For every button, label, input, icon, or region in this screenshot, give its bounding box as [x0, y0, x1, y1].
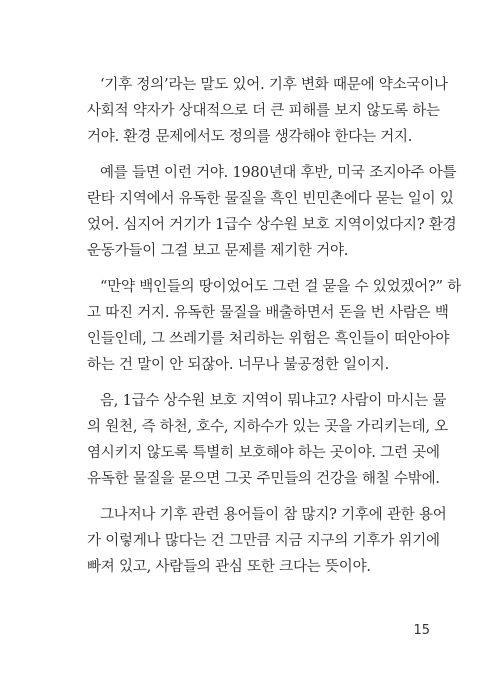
text-line: “만약 백인들의 땅이었어도 그런 걸 묻을 수 있었겠어?” 하	[100, 279, 462, 295]
text-line: 사회적 약자가 상대적으로 더 큰 피해를 보지 않도록 하는	[87, 103, 440, 119]
text-line: 고 따진 거지. 유독한 물질을 배출하면서 돈을 번 사람은 백	[87, 305, 449, 321]
text-line: 빠져 있고, 사람들의 관심 또한 크다는 뜻이야.	[87, 559, 371, 575]
text-line: 염시키지 않도록 특별히 보호해야 하는 곳이야. 그런 곳에	[87, 445, 440, 461]
text-line: 하는 건 말이 안 되잖아. 너무나 불공정한 일이지.	[87, 357, 390, 373]
text-line: 음, 1급수 상수원 보호 지역이 뭐냐고? 사람이 마시는 물	[100, 393, 447, 409]
paragraph-1	[87, 72, 448, 150]
paragraph-5	[87, 502, 447, 580]
text-line: 인들인데, 그 쓰레기를 처리하는 위험은 흑인들이 떠안아야	[87, 331, 450, 347]
text-line: 유독한 물질을 묻으면 그곳 주민들의 건강을 해칠 수밖에.	[87, 471, 440, 487]
paragraph-2	[87, 160, 457, 264]
page-number: 15	[413, 623, 430, 638]
text-line: 그나저나 기후 관련 용어들이 참 많지? 기후에 관한 용어	[100, 507, 447, 523]
paragraph-4	[87, 388, 449, 492]
text-line: 의 원천, 즉 하천, 호수, 지하수가 있는 곳을 가리키는데, 오	[87, 419, 449, 435]
text-line: 가 이렇게나 많다는 건 그만큼 지금 지구의 기후가 위기에	[87, 533, 440, 549]
paragraph-3	[87, 274, 462, 378]
text-line: 란타 지역에서 유독한 물질을 흑인 빈민촌에다 묻는 일이 있	[87, 191, 454, 207]
text-line: 운동가들이 그걸 보고 문제를 제기한 거야.	[87, 243, 349, 259]
text-line: 거야. 환경 문제에서도 정의를 생각해야 한다는 거지.	[87, 129, 413, 145]
text-line: 예를 들면 이런 거야. 1980년대 후반, 미국 조지아주 아틀	[100, 165, 457, 181]
text-line: ‘기후 정의’라는 말도 있어. 기후 변화 때문에 약소국이나	[100, 77, 448, 93]
text-line: 었어. 심지어 거기가 1급수 상수원 보호 지역이었다지? 환경	[87, 217, 457, 233]
body-text	[87, 72, 462, 590]
